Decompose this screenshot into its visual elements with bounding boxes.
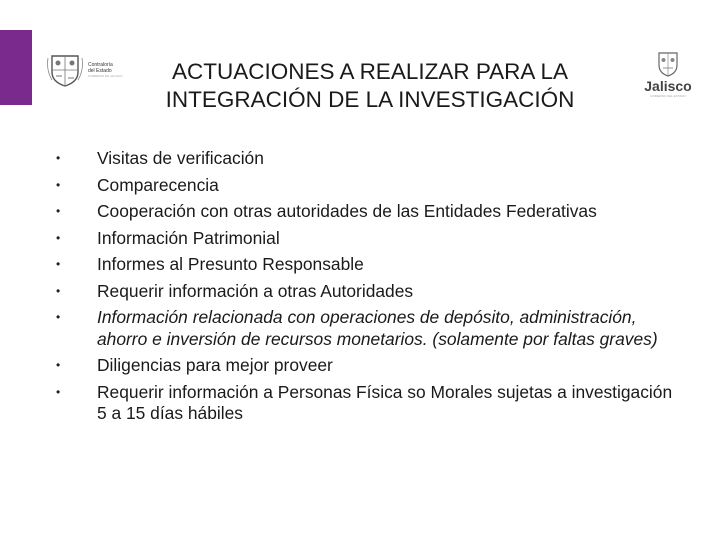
coat-of-arms-icon [46, 52, 84, 88]
list-item-text: Informes al Presunto Responsable [97, 254, 364, 274]
list-item [56, 148, 686, 170]
list-item [56, 355, 686, 377]
list-item [56, 228, 686, 250]
actions-list [56, 148, 686, 430]
bullet-icon: • [56, 177, 61, 192]
list-item-text: Requerir información a Personas Física so Morales sujetas a investigación 5 a 15 días hábiles [97, 381, 673, 423]
jalisco-crest-icon [654, 50, 682, 78]
jalisco-subtitle: GOBIERNO DEL ESTADO [650, 94, 686, 98]
list-item [56, 254, 686, 276]
contraloria-logo [46, 50, 136, 90]
jalisco-wordmark: Jalisco [644, 78, 692, 94]
bullet-icon: • [56, 358, 61, 372]
list-item-text: Cooperación con otras autoridades de las Entidades Federativas [97, 201, 597, 221]
list-item [56, 175, 686, 197]
list-item-text: Información Patrimonial [97, 227, 280, 248]
title-line-2: INTEGRACIÓN DE LA INVESTIGACIÓN [165, 87, 575, 112]
logo-text [88, 62, 123, 78]
logo-line-1: Contraloría [88, 62, 113, 68]
list-item-text: Diligencias para mejor proveer [97, 355, 333, 375]
bullet-icon: • [56, 384, 61, 399]
list-item [56, 201, 686, 223]
list-item-text: Comparecencia [97, 174, 219, 195]
bullet-icon: • [56, 283, 61, 298]
list-item-text: Información relacionada con operaciones de depósito, administración, ahorro e inversión de recursos monetarios. (solamente por faltas graves) [97, 307, 658, 349]
bullet-icon: • [56, 151, 61, 165]
jalisco-logo [640, 50, 696, 110]
logo-line-2: del Estado [88, 68, 112, 74]
bullet-icon: • [56, 257, 61, 271]
accent-bar [0, 30, 32, 105]
list-item-text: Requerir información a otras Autoridades [97, 280, 414, 301]
list-item [56, 281, 686, 303]
title-line-1: ACTUACIONES A REALIZAR PARA LA [172, 59, 568, 84]
list-item-text: Visitas de verificación [97, 148, 264, 168]
logo-subtitle: GOBIERNO DE JALISCO [88, 74, 123, 78]
list-item [56, 382, 686, 425]
bullet-icon: • [56, 230, 61, 245]
bullet-icon: • [56, 310, 61, 324]
slide-title [140, 58, 600, 114]
bullet-icon: • [56, 204, 61, 218]
list-item [56, 307, 686, 350]
